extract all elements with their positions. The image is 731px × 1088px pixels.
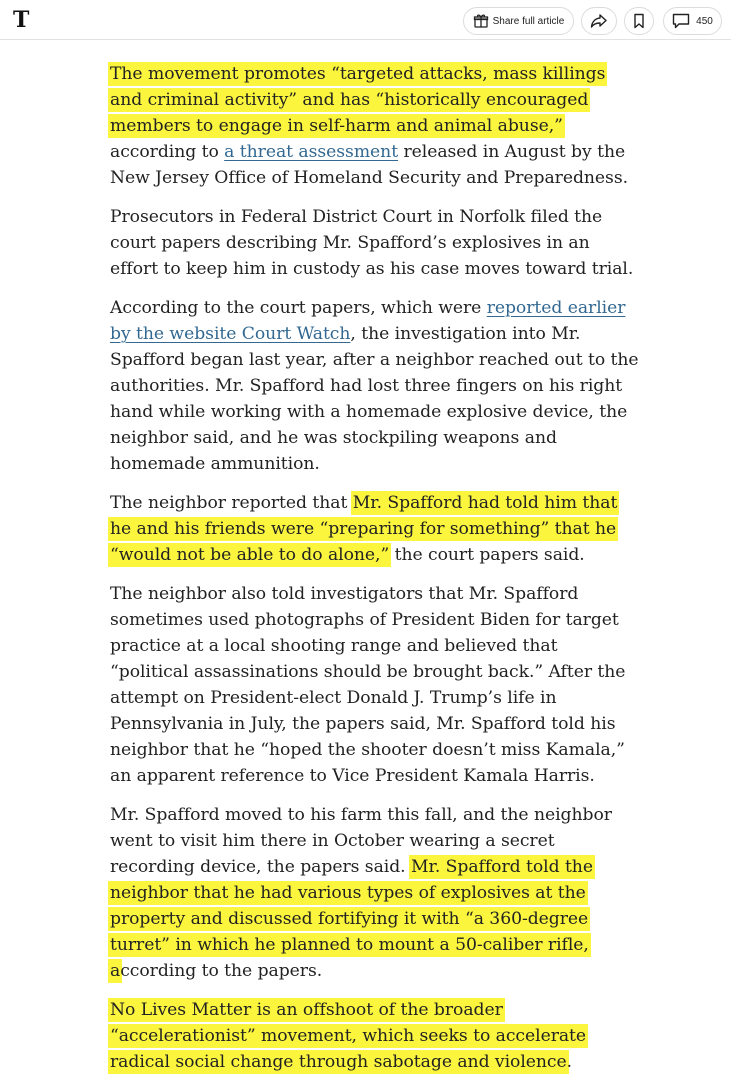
paragraph-text: The neighbor also told investigators that Mr. Spafford sometimes used photographs of President Biden for target practice at a local shooting range and believed that “political assassinations should be brought back.” After the attempt on President-elect Donald J. Trump’s life in Pennsylvania in July, the papers said, Mr. Spafford told his neighbor that he “hoped the shooter doesn’t miss Kamala,” an apparent reference to Vice President Kamala Harris.: [110, 584, 626, 786]
forward-arrow-icon: [590, 13, 608, 29]
comment-count: 450: [696, 15, 713, 27]
paragraph-text: the court papers said.: [389, 545, 585, 565]
comments-button[interactable]: [663, 7, 722, 35]
paragraph-text: released in August by the New Jersey Office of Homeland Security and Preparedness.: [110, 142, 629, 188]
paragraph-text: .: [566, 1052, 573, 1072]
paragraph-6: [110, 802, 640, 984]
paragraph-text: ccording to the papers.: [120, 961, 323, 981]
paragraph-text: Prosecutors in Federal District Court in Norfolk filed the court papers describing Mr. Spafford’s explosives in an effort to keep him in custody as his case moves toward trial.: [110, 207, 634, 279]
paragraph-1: [110, 61, 640, 191]
paragraph-2: [110, 204, 640, 282]
paragraph-text: , the investigation into Mr. Spafford began last year, after a neighbor reached out to the authorities. Mr. Spafford had lost three fingers on his right hand while working with a homemade explosive device, the neighbor said, and he was stockpiling weapons and homemade ammunition.: [110, 324, 639, 474]
paragraph-5: [110, 581, 640, 789]
nyt-logo[interactable]: T: [13, 7, 30, 33]
court-watch-link[interactable]: reported earlier by the website Court Watch: [110, 298, 626, 344]
paragraph-text: Mr. Spafford moved to his farm this fall, and the neighbor went to visit him there in October wearing a secret recording device, the papers said.: [110, 805, 612, 877]
share-label: Share full article: [492, 15, 565, 27]
paragraph-4: [110, 490, 640, 568]
highlighted-text: The movement promotes “targeted attacks, mass killings and criminal activity” and has “historically encouraged members to engage in self-harm and animal abuse,”: [110, 64, 606, 136]
article-body: [110, 61, 640, 1088]
paragraph-text: According to the court papers, which were: [110, 298, 487, 318]
paragraph-text: The neighbor reported that: [110, 493, 353, 513]
bookmark-icon: [633, 13, 645, 29]
paragraph-3: [110, 295, 640, 477]
comment-icon: [672, 13, 690, 29]
threat-assessment-link[interactable]: a threat assessment: [224, 142, 399, 162]
highlighted-text: No Lives Matter is an offshoot of the broader “accelerationist” movement, which seeks to accelerate radical social change through sabotage and violence: [110, 1000, 587, 1072]
top-toolbar: [0, 0, 731, 40]
share-button[interactable]: [581, 7, 617, 35]
paragraph-7: [110, 997, 640, 1075]
paragraph-text: according to: [110, 142, 225, 162]
highlighted-text: Mr. Spafford told the neighbor that he had various types of explosives at the property and discussed fortifying it with “a 360-degree turret” in which he planned to mount a 50-caliber rifle, a: [110, 857, 593, 981]
save-article-button[interactable]: [624, 7, 654, 35]
share-full-article-button[interactable]: [463, 7, 574, 35]
share-gift-icon: [473, 13, 489, 29]
highlighted-text: Mr. Spafford had told him that he and his friends were “preparing for something” that he “would not be able to do alone,”: [110, 493, 618, 565]
